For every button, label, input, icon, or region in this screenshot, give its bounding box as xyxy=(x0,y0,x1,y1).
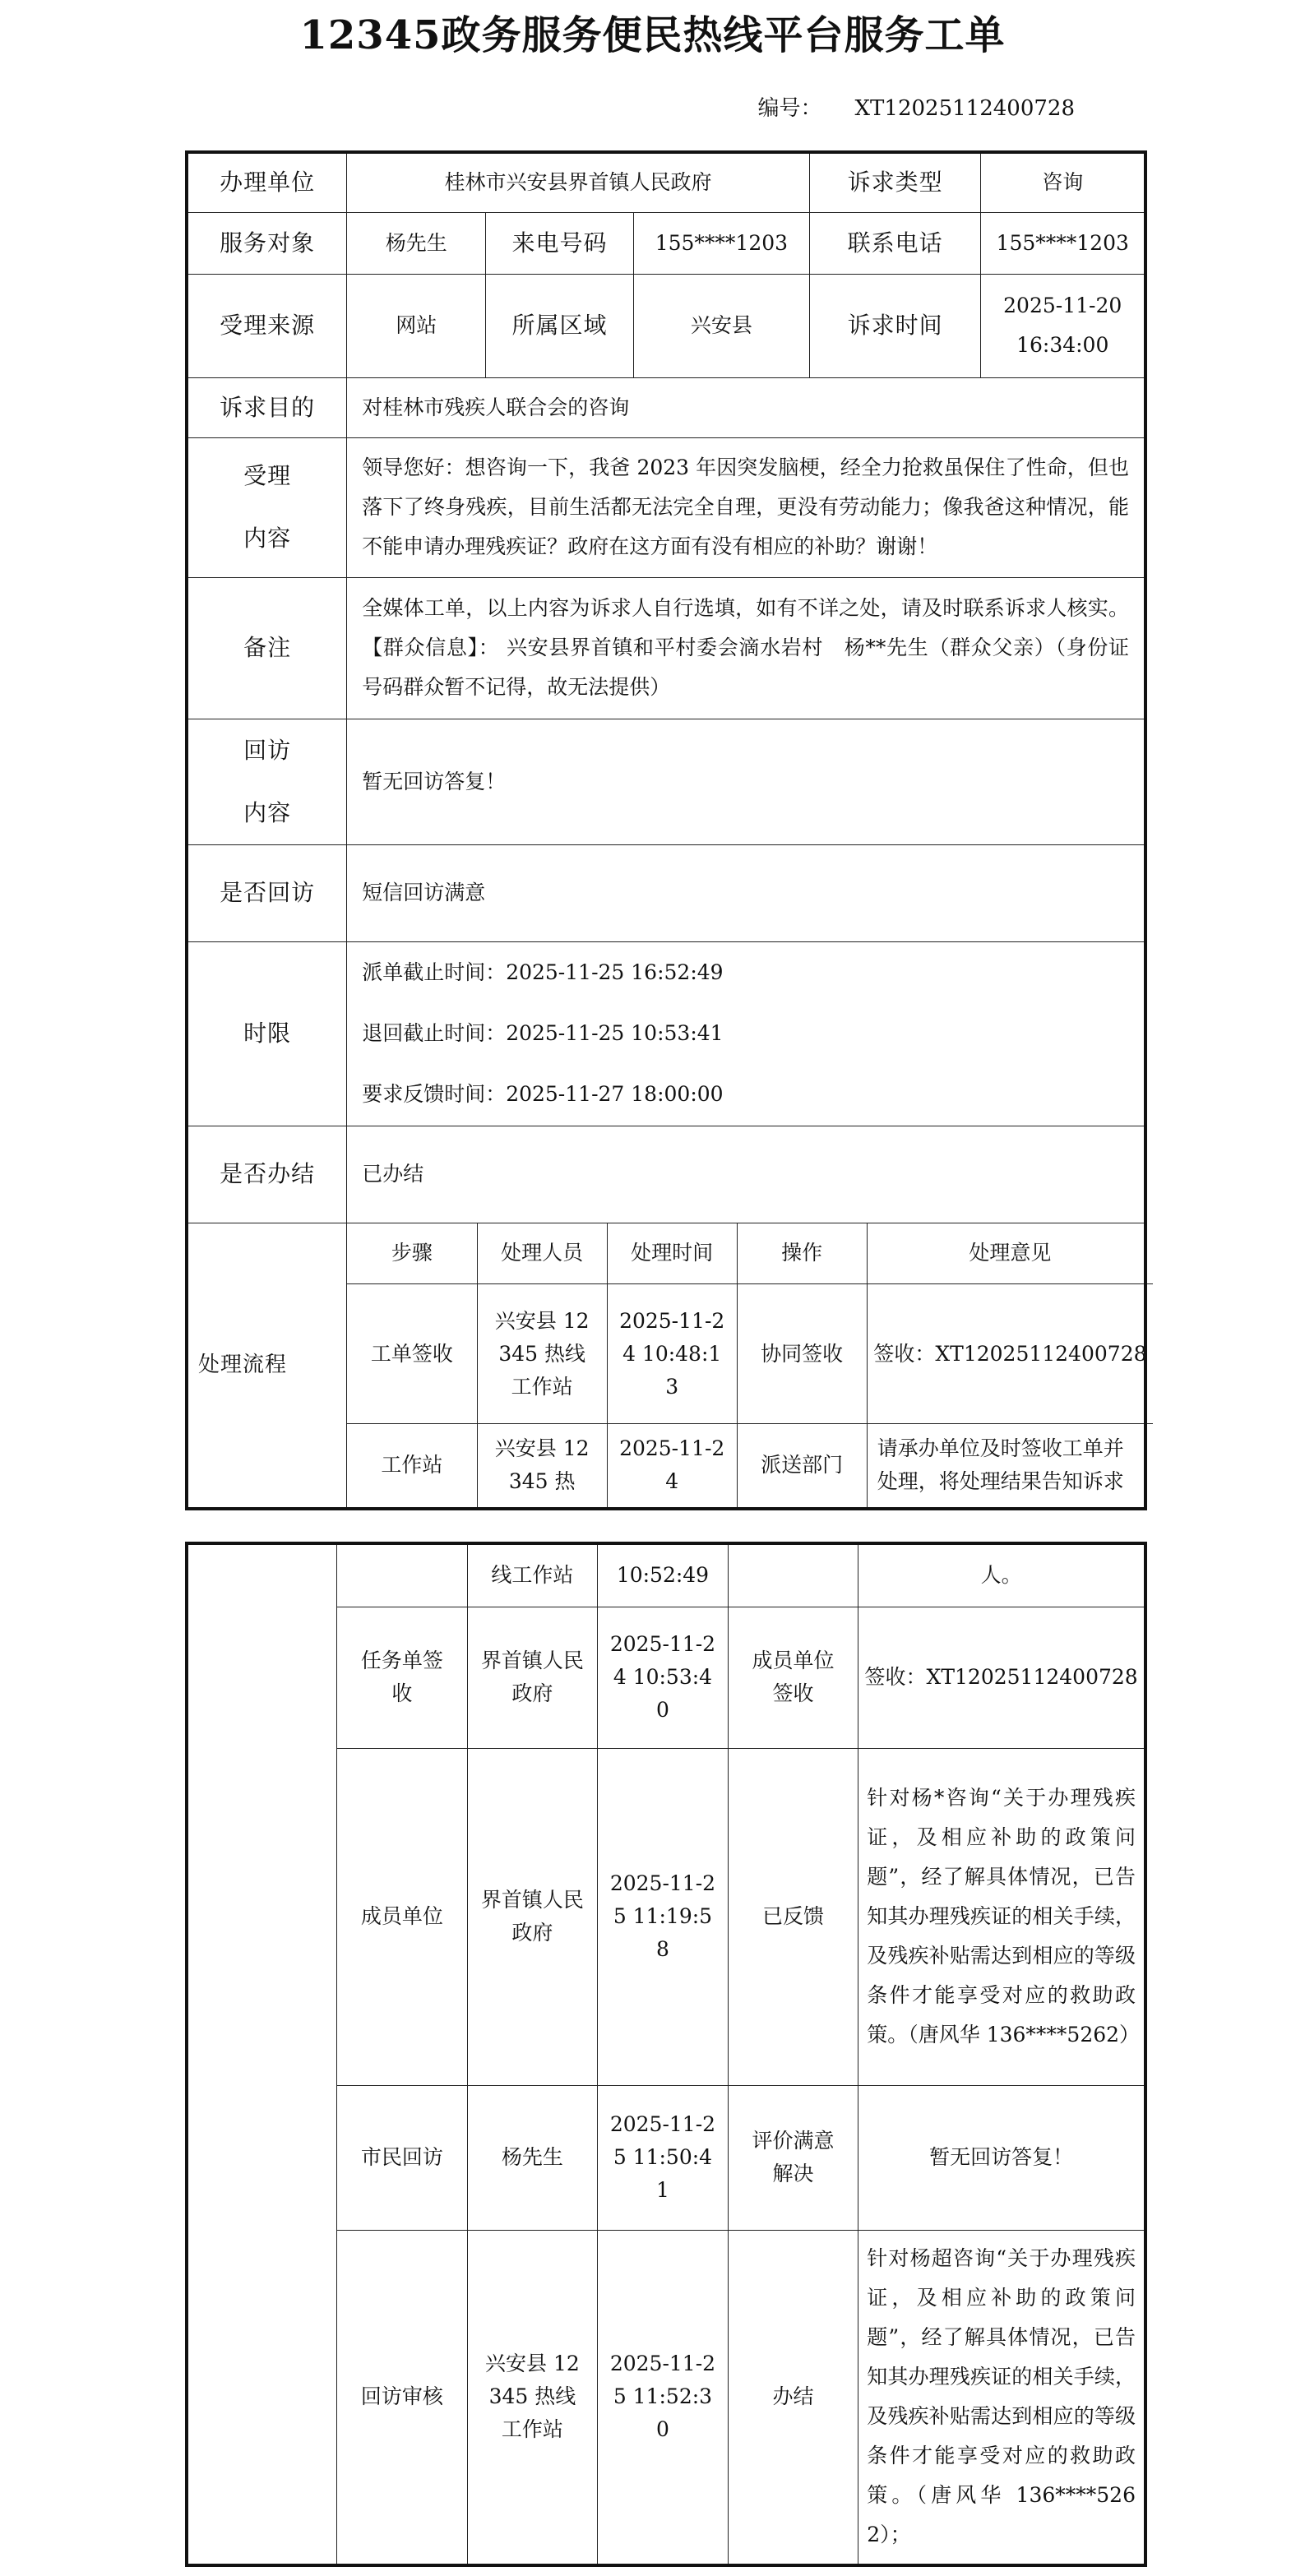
row4-time: 2025-11-25 11:19:58 xyxy=(598,1748,729,2085)
row2-time-part2: 10:52:49 xyxy=(598,1543,729,1607)
row5-step: 市民回访 xyxy=(337,2085,468,2230)
row2-time-part1: 2025-11-24 xyxy=(607,1424,737,1507)
row6-person: 兴安县 12345 热线工作站 xyxy=(467,2230,598,2565)
request-time-label: 诉求时间 xyxy=(809,274,981,377)
process-label-continued xyxy=(187,1543,337,2565)
deadline-label: 时限 xyxy=(187,941,347,1126)
process-header-step: 步骤 xyxy=(347,1223,477,1284)
revisit-content-value: 暂无回访答复！ xyxy=(347,719,1145,844)
deadline-values xyxy=(347,941,1145,1126)
row3-person: 界首镇人民政府 xyxy=(467,1607,598,1748)
is-done-value: 已办结 xyxy=(347,1126,1145,1223)
source-label: 受理来源 xyxy=(187,274,347,377)
request-time-clock: 16:34:00 xyxy=(1016,333,1109,357)
request-time-value xyxy=(981,274,1145,377)
deadline-dispatch: 派单截止时间：2025-11-25 16:52:49 xyxy=(362,960,724,984)
row1-opinion: 签收：XT12025112400728 xyxy=(867,1284,1153,1424)
handling-unit-label: 办理单位 xyxy=(187,152,347,212)
order-number-value: XT12025112400728 xyxy=(854,96,1075,121)
source-value: 网站 xyxy=(347,274,486,377)
work-order-table xyxy=(185,150,1147,1510)
request-time-date: 2025-11-20 xyxy=(1003,294,1122,317)
service-target-value: 杨先生 xyxy=(347,212,486,274)
purpose-label: 诉求目的 xyxy=(187,377,347,437)
row2-op: 派送部门 xyxy=(737,1424,867,1507)
content-value: 领导您好：想咨询一下，我爸 2023 年因突发脑梗，经全力抢救虽保住了性命，但也落下了终身残疾，目前生活都无法完全自理，更没有劳动能力；像我爸这种情况，能不能申请办理残疾证？政府在这方面有没有相应的补助？谢谢！ xyxy=(347,437,1145,577)
row2-person-part1: 兴安县 12345 热 xyxy=(477,1424,607,1507)
is-revisit-label: 是否回访 xyxy=(187,844,347,941)
row6-opinion: 针对杨超咨询“关于办理残疾证，及相应补助的政策问题”，经了解具体情况，已告知其办理残疾证的相关手续，及残疾补贴需达到相应的等级条件才能享受对应的救助政策。（唐风华 136****5262）； xyxy=(858,2230,1145,2565)
row3-op: 成员单位签收 xyxy=(728,1607,858,1748)
revisit-label-line2: 内容 xyxy=(243,798,292,826)
row4-step: 成员单位 xyxy=(337,1748,468,2085)
process-label-text: 处理流程 xyxy=(198,1353,288,1377)
process-header-time: 处理时间 xyxy=(607,1223,737,1284)
work-order-table-continued xyxy=(185,1542,1147,2567)
row5-person: 杨先生 xyxy=(467,2085,598,2230)
remark-value: 全媒体工单，以上内容为诉求人自行选填，如有不详之处，请及时联系诉求人核实。【群众信息】： 兴安县界首镇和平村委会滴水岩村 杨**先生（群众父亲）（身份证号码群众暂不记得，故无法提供） xyxy=(347,577,1145,719)
row3-opinion: 签收：XT12025112400728 xyxy=(858,1607,1145,1748)
process-subtable xyxy=(347,1223,1153,1507)
is-done-label: 是否办结 xyxy=(187,1126,347,1223)
request-type-label: 诉求类型 xyxy=(809,152,981,212)
process-label xyxy=(187,1223,347,1509)
row4-opinion: 针对杨*咨询“关于办理残疾证，及相应补助的政策问题”，经了解具体情况，已告知其办理残疾证的相关手续，及残疾补贴需达到相应的等级条件才能享受对应的救助政策。（唐风华 136****5262） xyxy=(858,1748,1145,2085)
row1-time: 2025-11-24 10:48:13 xyxy=(607,1284,737,1424)
contact-phone-label: 联系电话 xyxy=(809,212,981,274)
row1-person: 兴安县 12345 热线工作站 xyxy=(477,1284,607,1424)
area-value: 兴安县 xyxy=(633,274,809,377)
revisit-content-label xyxy=(187,719,347,844)
remark-label: 备注 xyxy=(187,577,347,719)
caller-number-label: 来电号码 xyxy=(486,212,634,274)
page-title: 12345政务服务便民热线平台服务工单 xyxy=(299,12,1006,58)
process-subtable-cell xyxy=(347,1223,1145,1509)
order-number-label: 编号： xyxy=(757,96,822,121)
request-type-value: 咨询 xyxy=(981,152,1145,212)
row5-time: 2025-11-25 11:50:41 xyxy=(598,2085,729,2230)
row3-step: 任务单签收 xyxy=(337,1607,468,1748)
row2-step-continued xyxy=(337,1543,468,1607)
row2-person-part2: 线工作站 xyxy=(467,1543,598,1607)
contact-phone-value: 155****1203 xyxy=(981,212,1145,274)
row2-step: 工作站 xyxy=(347,1424,477,1507)
row5-op: 评价满意解决 xyxy=(728,2085,858,2230)
process-header-op: 操作 xyxy=(737,1223,867,1284)
content-label-line2: 内容 xyxy=(243,525,292,552)
handling-unit-value: 桂林市兴安县界首镇人民政府 xyxy=(347,152,810,212)
row3-time: 2025-11-24 10:53:40 xyxy=(598,1607,729,1748)
row6-op: 办结 xyxy=(728,2230,858,2565)
row6-time: 2025-11-25 11:52:30 xyxy=(598,2230,729,2565)
row5-opinion: 暂无回访答复！ xyxy=(858,2085,1145,2230)
content-label xyxy=(187,437,347,577)
row2-op-continued xyxy=(728,1543,858,1607)
deadline-return: 退回截止时间：2025-11-25 10:53:41 xyxy=(362,1021,724,1045)
row2-opinion-part2: 人。 xyxy=(858,1543,1145,1607)
row2-opinion-part1: 请承办单位及时签收工单并处理，将处理结果告知诉求 xyxy=(867,1424,1153,1507)
process-header-person: 处理人员 xyxy=(477,1223,607,1284)
area-label: 所属区域 xyxy=(486,274,634,377)
process-header-opinion: 处理意见 xyxy=(867,1223,1153,1284)
revisit-label-line1: 回访 xyxy=(243,736,292,764)
caller-number-value: 155****1203 xyxy=(633,212,809,274)
service-target-label: 服务对象 xyxy=(187,212,347,274)
purpose-value: 对桂林市残疾人联合会的咨询 xyxy=(347,377,1145,437)
order-number xyxy=(758,92,1075,125)
row6-step: 回访审核 xyxy=(337,2230,468,2565)
row4-op: 已反馈 xyxy=(728,1748,858,2085)
content-label-line1: 受理 xyxy=(243,462,292,489)
row4-person: 界首镇人民政府 xyxy=(467,1748,598,2085)
is-revisit-value: 短信回访满意 xyxy=(347,844,1145,941)
deadline-feedback: 要求反馈时间：2025-11-27 18:00:00 xyxy=(362,1082,724,1106)
row1-step: 工单签收 xyxy=(347,1284,477,1424)
row1-op: 协同签收 xyxy=(737,1284,867,1424)
